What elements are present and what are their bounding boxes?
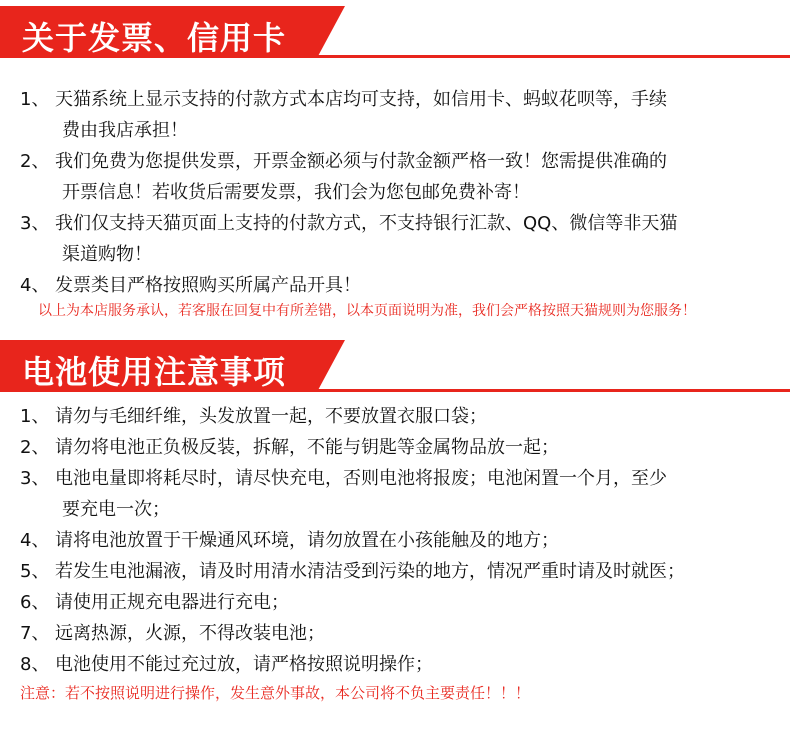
item-line-cont: 渠道购物！ xyxy=(62,244,152,265)
item-line-cont: 费由我店承担！ xyxy=(62,120,188,141)
battery-list xyxy=(20,401,770,680)
invoice-item-4 xyxy=(20,270,770,301)
item-line: 4、 请将电池放置于干燥通风环境，请勿放置在小孩能触及的地方； xyxy=(20,530,559,551)
item-line: 3、 电池电量即将耗尽时，请尽快充电，否则电池将报废；电池闲置一个月，至少 xyxy=(20,468,667,489)
invoice-list xyxy=(20,84,770,301)
item-line-cont: 开票信息！若收货后需要发票，我们会为您包邮免费补寄！ xyxy=(62,182,530,203)
battery-item-7 xyxy=(20,618,770,649)
battery-banner xyxy=(0,340,790,392)
item-line: 5、 若发生电池漏液，请及时用清水清洁受到污染的地方，情况严重时请及时就医； xyxy=(20,561,685,582)
item-line: 4、 发票类目严格按照购买所属产品开具！ xyxy=(20,275,361,296)
item-line: 6、 请使用正规充电器进行充电； xyxy=(20,592,289,613)
invoice-note: 以上为本店服务承认，若客服在回复中有所差错，以本页面说明为准，我们会严格按照天猫规则为您服务！ xyxy=(38,303,696,319)
battery-item-4 xyxy=(20,525,770,556)
item-line: 8、 电池使用不能过充过放，请严格按照说明操作； xyxy=(20,654,433,675)
item-line: 1、 天猫系统上显示支持的付款方式本店均可支持，如信用卡、蚂蚁花呗等，手续 xyxy=(20,89,667,110)
item-line-cont: 要充电一次； xyxy=(62,499,170,520)
battery-warning-note: 注意：若不按照说明进行操作，发生意外事故，本公司将不负主要责任！！！ xyxy=(20,684,531,702)
item-line: 7、 远离热源，火源，不得改装电池； xyxy=(20,623,325,644)
invoice-item-2 xyxy=(20,146,770,208)
battery-title: 电池使用注意事项 xyxy=(22,353,287,391)
invoice-title: 关于发票、信用卡 xyxy=(22,19,287,57)
invoice-banner xyxy=(0,6,790,58)
battery-item-5 xyxy=(20,556,770,587)
invoice-item-3 xyxy=(20,208,770,270)
battery-item-6 xyxy=(20,587,770,618)
item-line: 2、 请勿将电池正负极反装，拆解，不能与钥匙等金属物品放一起； xyxy=(20,437,559,458)
battery-item-8 xyxy=(20,649,770,680)
battery-item-3 xyxy=(20,463,770,525)
item-line: 2、 我们免费为您提供发票，开票金额必须与付款金额严格一致！您需提供准确的 xyxy=(20,151,667,172)
item-line: 3、 我们仅支持天猫页面上支持的付款方式，不支持银行汇款、QQ、微信等非天猫 xyxy=(20,213,678,234)
battery-item-1 xyxy=(20,401,770,432)
battery-item-2 xyxy=(20,432,770,463)
invoice-item-1 xyxy=(20,84,770,146)
item-line: 1、 请勿与毛细纤维，头发放置一起，不要放置衣服口袋； xyxy=(20,406,487,427)
